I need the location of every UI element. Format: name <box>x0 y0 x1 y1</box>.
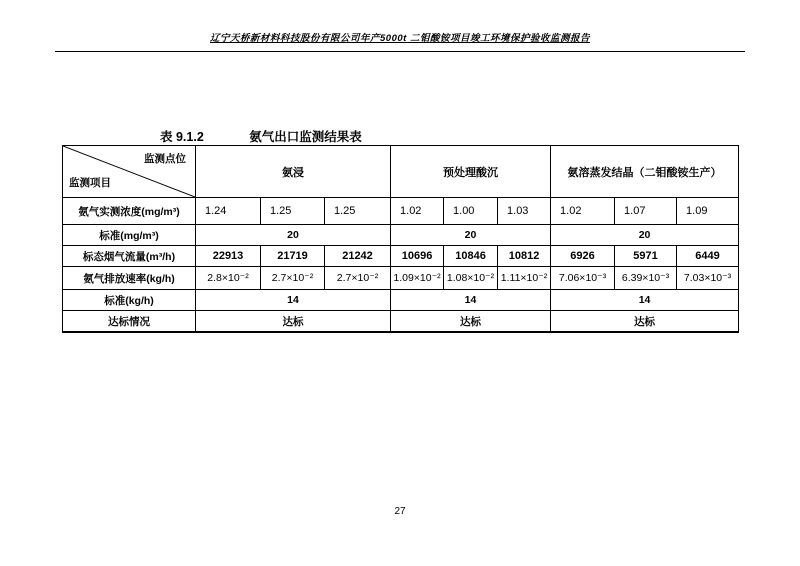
value-cell: 2.7×10⁻² <box>261 267 325 290</box>
value-cell: 20 <box>196 225 391 246</box>
value-cell: 2.8×10⁻² <box>196 267 261 290</box>
page-header-text: 辽宁天桥新材料科技股份有限公司年产5000t 二钼酸铵项目竣工环境保护验收监测报告 <box>210 33 590 44</box>
value-cell: 1.00 <box>444 198 498 225</box>
table-title-text: 氨气出口监测结果表 <box>249 130 362 144</box>
value-cell: 1.11×10⁻² <box>498 267 551 290</box>
row-emission-rate <box>63 267 739 290</box>
value-cell: 6926 <box>551 246 615 267</box>
header-rule <box>55 51 745 52</box>
value-cell: 5971 <box>615 246 677 267</box>
value-cell: 21242 <box>325 246 391 267</box>
value-cell: 达标 <box>196 311 391 333</box>
value-cell: 1.25 <box>261 198 325 225</box>
value-cell: 1.08×10⁻² <box>444 267 498 290</box>
value-cell: 7.03×10⁻³ <box>677 267 739 290</box>
value-cell: 达标 <box>391 311 551 333</box>
value-cell: 10812 <box>498 246 551 267</box>
row-flue-gas-flow <box>63 246 739 267</box>
page-header <box>55 30 745 44</box>
row-label: 标准(kg/h) <box>63 290 196 311</box>
value-cell: 1.02 <box>391 198 444 225</box>
row-measured-concentration <box>63 198 739 225</box>
monitoring-results-table <box>62 145 739 333</box>
group-header-evaporation: 氨溶蒸发结晶（二钼酸铵生产） <box>551 146 739 198</box>
row-compliance <box>63 311 739 333</box>
table-number: 表 9.1.2 <box>160 130 204 144</box>
value-cell: 1.07 <box>615 198 677 225</box>
row-label: 标态烟气流量(m³/h) <box>63 246 196 267</box>
value-cell: 14 <box>196 290 391 311</box>
value-cell: 2.7×10⁻² <box>325 267 391 290</box>
value-cell: 14 <box>391 290 551 311</box>
corner-label-points: 监测点位 <box>144 153 186 165</box>
table-header-row <box>63 146 739 198</box>
row-label: 达标情况 <box>63 311 196 333</box>
value-cell: 20 <box>391 225 551 246</box>
corner-label-items: 监测项目 <box>69 177 111 189</box>
value-cell: 22913 <box>196 246 261 267</box>
row-label: 氨气排放速率(kg/h) <box>63 267 196 290</box>
value-cell: 1.09×10⁻² <box>391 267 444 290</box>
value-cell: 达标 <box>551 311 739 333</box>
value-cell: 1.02 <box>551 198 615 225</box>
value-cell: 10846 <box>444 246 498 267</box>
value-cell: 6.39×10⁻³ <box>615 267 677 290</box>
row-label: 标准(mg/m³) <box>63 225 196 246</box>
page-number: 27 <box>394 506 406 517</box>
value-cell: 7.06×10⁻³ <box>551 267 615 290</box>
row-label: 氨气实测浓度(mg/m³) <box>63 198 196 225</box>
value-cell: 14 <box>551 290 739 311</box>
table-corner-cell <box>63 146 196 198</box>
value-cell: 1.24 <box>196 198 261 225</box>
value-cell: 21719 <box>261 246 325 267</box>
group-header-ammonia-leaching: 氨浸 <box>196 146 391 198</box>
table-title <box>160 127 362 145</box>
value-cell: 10696 <box>391 246 444 267</box>
value-cell: 1.25 <box>325 198 391 225</box>
value-cell: 20 <box>551 225 739 246</box>
row-standard-mg <box>63 225 739 246</box>
row-standard-kg <box>63 290 739 311</box>
value-cell: 1.03 <box>498 198 551 225</box>
value-cell: 1.09 <box>677 198 739 225</box>
value-cell: 6449 <box>677 246 739 267</box>
group-header-pretreatment: 预处理酸沉 <box>391 146 551 198</box>
